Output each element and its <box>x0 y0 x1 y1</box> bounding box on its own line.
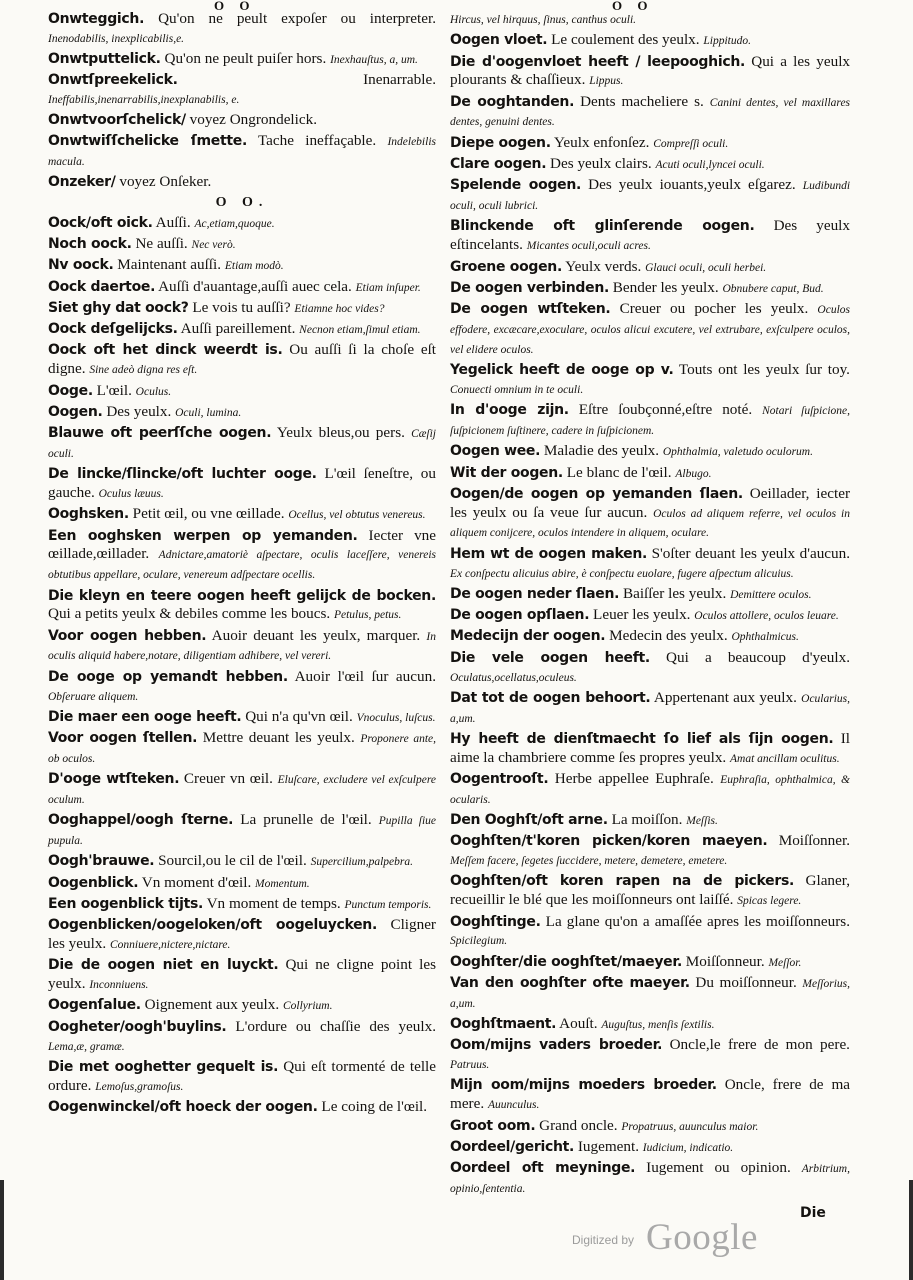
dictionary-entry <box>450 10 850 30</box>
latin-gloss: Supercilium,palpebra. <box>310 856 413 869</box>
dictionary-entry <box>450 770 850 810</box>
french-gloss: L'œil. <box>96 381 132 399</box>
dictionary-entry <box>48 465 436 504</box>
headword: Onzeker/ <box>48 173 116 190</box>
section-heading: O O. <box>215 194 269 210</box>
french-gloss: Petit œil, ou vne œillade. <box>132 505 285 523</box>
french-gloss: Creuer vn œil. <box>183 770 273 788</box>
headword: Oogen vloet. <box>450 32 548 49</box>
headword: Voor oogen ſtellen. <box>48 730 198 747</box>
dictionary-entry <box>48 627 436 667</box>
french-gloss: Appertenant aux yeulx. <box>653 688 797 706</box>
french-gloss: Touts ont les yeulx ſur toy. <box>678 361 850 379</box>
latin-gloss: Lippus. <box>589 75 624 88</box>
headword: De oogen opſlaen. <box>450 607 590 624</box>
french-gloss: L'ordure ou chaſſie des yeulx. <box>235 1017 436 1035</box>
headword: Onwteggich. <box>48 11 145 27</box>
french-gloss: Qui ne cligne point les yeulx. <box>48 956 436 993</box>
latin-gloss: Petulus, petus. <box>333 609 402 622</box>
headword: Die de oogen niet en luyckt. <box>48 957 279 974</box>
dictionary-entry <box>450 1117 850 1137</box>
dictionary-entry <box>450 464 850 484</box>
dictionary-entry <box>48 1018 436 1057</box>
dictionary-entry <box>450 53 850 92</box>
right-column <box>450 10 850 1200</box>
latin-gloss: Collyrium. <box>282 1000 333 1013</box>
dictionary-entry <box>48 1058 436 1097</box>
french-gloss: Bender les yeulx. <box>612 278 719 296</box>
headword: Die kleyn en teere oogen heeft gelijck de bocken. <box>48 587 436 604</box>
headword: Nv oock. <box>48 257 114 274</box>
latin-gloss: In oculis aliquid habere,notare, diligentiam adhibere, vel vereri. <box>48 630 436 663</box>
latin-gloss: Punctum temporis. <box>344 898 432 911</box>
french-gloss: Mettre deuant les yeulx. <box>202 729 355 747</box>
french-gloss: Maladie des yeulx. <box>543 442 660 460</box>
french-gloss: Baiſſer les yeulx. <box>622 584 727 602</box>
dictionary-entry <box>48 996 436 1016</box>
french-gloss: L'œil ſeneſtre, ou gauche. <box>48 465 436 502</box>
french-gloss: Cligner les yeulx. <box>48 916 436 953</box>
french-gloss: Des yeulx iouants,yeulx eſgarez. <box>588 176 796 194</box>
headword: Onwtſpreekelick. <box>48 72 178 89</box>
headword: D'ooge wtſteken. <box>48 771 180 788</box>
french-gloss: Leuer les yeulx. <box>593 606 691 624</box>
headword: Noch oock. <box>48 235 132 252</box>
latin-gloss: Arbitrium, opinio,ſententia. <box>450 1163 850 1195</box>
french-gloss: Ou auſſi ſi la choſe eſt digne. <box>48 341 437 378</box>
latin-gloss: Etiam inſuper. <box>355 281 421 294</box>
french-gloss: Yeulx bleus,ou pers. <box>276 424 405 442</box>
dictionary-entry <box>450 361 850 400</box>
dictionary-entry <box>48 668 436 707</box>
french-gloss: Ne auſſi. <box>135 234 188 252</box>
latin-gloss: Conuecti omnium in te oculi. <box>450 383 584 396</box>
french-gloss: Auſſi pareillement. <box>180 320 296 338</box>
dictionary-entry <box>48 111 436 130</box>
headword: Oordeel oft meyninge. <box>450 1160 636 1177</box>
dictionary-entry <box>450 1138 850 1158</box>
french-gloss: Yeulx verds. <box>565 257 642 275</box>
dictionary-entry <box>48 729 436 769</box>
catchword: Die <box>800 1205 826 1221</box>
french-gloss: Tache ineffaçable. <box>257 131 377 149</box>
dictionary-entry <box>48 235 436 255</box>
french-gloss: Oeillader, iecter les yeulx ou ſa veue ſur aucun. <box>450 484 850 521</box>
dictionary-entry <box>450 442 850 462</box>
dictionary-entry <box>450 1036 850 1075</box>
headword: Spelende oogen. <box>450 177 582 194</box>
french-gloss: Auoir deuant les yeulx, marquer. <box>211 626 421 644</box>
headword: Onwtwiſſchelicke ſmette. <box>48 132 247 149</box>
dictionary-entry <box>450 300 850 359</box>
dictionary-entry <box>450 485 850 543</box>
dictionary-entry <box>450 1159 850 1199</box>
headword: Oogen. <box>48 403 103 420</box>
latin-gloss: Propatruus, auunculus maior. <box>621 1120 759 1133</box>
headword: De oogen neder ſlaen. <box>450 585 620 602</box>
latin-gloss: Ac,etiam,quoque. <box>194 217 275 230</box>
latin-gloss: Lemoſus,gramoſus. <box>95 1080 184 1093</box>
headword: In d'ooge zijn. <box>450 402 569 419</box>
headword: Oogen/de oogen op yemanden ſlaen. <box>450 485 743 502</box>
french-gloss: Iecter vne œillade,œillader. <box>48 526 437 563</box>
headword: Ooghsken. <box>48 506 129 523</box>
french-gloss: Yeulx enfonſez. <box>553 133 650 151</box>
latin-gloss: Ludibundi oculi, oculi lubrici. <box>450 180 851 213</box>
french-gloss: Des yeulx eſtincelants. <box>450 217 850 254</box>
french-gloss: Il aime la chambriere comme ſes propres yeulx. <box>450 729 850 766</box>
latin-gloss: Auunculus. <box>487 1099 540 1112</box>
dictionary-entry <box>450 832 850 871</box>
latin-gloss: Micantes oculi,oculi acres. <box>526 240 651 253</box>
dictionary-entry <box>48 874 436 894</box>
dictionary-entry <box>450 93 850 133</box>
dictionary-entry <box>450 730 850 769</box>
dictionary-entry <box>48 71 436 110</box>
latin-gloss: Oculos ad aliquem referre, vel oculos in aliquem conijcere, oculos intendere in aliquem, oculare. <box>450 507 850 540</box>
dictionary-entry <box>48 10 436 49</box>
dictionary-entry <box>48 895 436 915</box>
latin-gloss: Lippitudo. <box>703 35 751 48</box>
latin-gloss: Cæſij oculi. <box>48 428 437 460</box>
headword: Oogentrooſt. <box>450 770 549 787</box>
latin-gloss: Canini dentes, vel maxillares dentes, genuini dentes. <box>450 96 851 129</box>
headword: Die met ooghetter gequelt is. <box>48 1058 279 1075</box>
headword: Oogen wee. <box>450 443 541 460</box>
latin-gloss: Indelebilis macula. <box>48 135 436 168</box>
latin-gloss: Compreſſi oculi. <box>653 137 729 150</box>
headword: Oordeel/gericht. <box>450 1138 575 1155</box>
dictionary-entry <box>450 953 850 973</box>
headword: Ooghſten/t'koren picken/koren maeyen. <box>450 833 768 850</box>
french-gloss: Auſſi d'auantage,auſſi auec cela. <box>158 277 352 295</box>
latin-gloss: Hircus, vel hirquus, ſinus, canthus oculi. <box>450 14 637 26</box>
headword: Clare oogen. <box>450 156 547 173</box>
headword: Ooghſtmaent. <box>450 1016 557 1033</box>
dictionary-entry <box>48 424 436 464</box>
dictionary-entry <box>450 401 850 441</box>
french-gloss: Iugement ou opinion. <box>646 1159 791 1177</box>
dictionary-entry <box>450 872 850 911</box>
dictionary-entry <box>48 50 436 70</box>
dictionary-entry <box>450 913 850 952</box>
dictionary-entry <box>48 278 436 298</box>
dictionary-entry <box>450 31 850 51</box>
latin-gloss: Ophthalmicus. <box>731 631 799 644</box>
headword: Van den ooghſter ofte maeyer. <box>450 974 690 991</box>
running-header-right: O O <box>612 0 654 13</box>
dictionary-entry <box>48 1098 436 1117</box>
headword: Oogh'brauwe. <box>48 853 155 870</box>
latin-gloss: Oculi, lumina. <box>175 406 242 419</box>
dictionary-entry <box>48 214 436 234</box>
latin-gloss: Momentum. <box>255 877 310 890</box>
french-gloss: Dents macheliere s. <box>580 92 704 110</box>
french-gloss: La prunelle de l'œil. <box>240 811 372 829</box>
latin-gloss: Glauci oculi, oculi herbei. <box>645 261 767 274</box>
dictionary-entry <box>450 279 850 299</box>
french-gloss: Qui n'a qu'vn œil. <box>245 707 353 725</box>
latin-gloss: Nec verò. <box>191 238 236 251</box>
latin-gloss: Vnoculus, luſcus. <box>356 711 436 724</box>
headword: Groene oogen. <box>450 258 562 275</box>
dictionary-entry <box>48 382 436 402</box>
french-gloss: voyez Ongrondelick. <box>189 111 318 129</box>
french-gloss: Moiſſonneur. <box>685 952 765 970</box>
latin-gloss: Oculos attollere, oculos leuare. <box>694 610 839 623</box>
headword: Onwtputtelick. <box>48 51 161 68</box>
dictionary-entry <box>450 585 850 605</box>
dictionary-entry <box>48 505 436 525</box>
french-gloss: Qu'on ne peult expoſer ou interpreter. <box>158 10 437 27</box>
latin-gloss: Eluſcare, excludere vel exſculpere oculum. <box>48 774 437 806</box>
headword: De lincke/ſlincke/oft luchter ooge. <box>48 466 317 483</box>
headword: Oogenblicken/oogeloken/oft oogeluycken. <box>48 917 377 934</box>
headword: Oock daertoe. <box>48 278 156 295</box>
dictionary-entry <box>48 256 436 276</box>
headword: Die d'oogenvloet heeft / leepooghich. <box>450 53 746 70</box>
headword: Een ooghsken werpen op yemanden. <box>48 527 358 544</box>
dictionary-entry <box>450 811 850 831</box>
headword: Ooghappel/oogh ſterne. <box>48 812 234 829</box>
french-gloss: Qui a petits yeulx & debiles comme les boucs. <box>48 605 331 623</box>
headword: Een oogenblick tijts. <box>48 895 204 912</box>
latin-gloss: Spicas legere. <box>737 895 802 908</box>
french-gloss: Oncle,le frere de mon pere. <box>669 1036 850 1054</box>
headword: Dat tot de oogen behoort. <box>450 689 651 706</box>
french-gloss: La moiſſon. <box>611 811 683 829</box>
latin-gloss: Ocularius, a,um. <box>450 692 851 725</box>
french-gloss: Qui a beaucoup d'yeulx. <box>666 648 850 666</box>
french-gloss: Du moiſſonneur. <box>695 973 797 991</box>
latin-gloss: Obnubere caput, Bud. <box>722 282 824 295</box>
latin-gloss: Oculus. <box>135 385 172 398</box>
latin-gloss: Amat ancillam oculitus. <box>730 752 840 765</box>
french-gloss: Qui a les yeulx plourants & chaſſieux. <box>450 52 851 89</box>
dictionary-entry <box>48 811 436 851</box>
headword: Hem wt de oogen maken. <box>450 545 648 562</box>
headword: Voor oogen hebben. <box>48 627 207 644</box>
headword: De ooghtanden. <box>450 93 575 110</box>
dictionary-entry <box>48 956 436 995</box>
headword: Die maer een ooge heeft. <box>48 708 242 725</box>
headword: Blinckende oft glinſerende oogen. <box>450 218 755 235</box>
headword: Oock deſgelijcks. <box>48 321 178 338</box>
latin-gloss: Etiamne hoc vides? <box>294 302 385 315</box>
latin-gloss: Albugo. <box>675 467 712 480</box>
dictionary-entry <box>48 587 436 626</box>
latin-gloss: Euphraſia, ophthalmica, & ocularis. <box>450 773 850 806</box>
dictionary-entry <box>48 341 436 380</box>
french-gloss: Moiſſonner. <box>778 832 850 850</box>
french-gloss: La glane qu'on a amaſſée apres les moiſſonneurs. <box>545 912 851 930</box>
latin-gloss: Etiam modò. <box>224 260 284 273</box>
headword: Oogheter/oogh'buylins. <box>48 1018 227 1035</box>
latin-gloss: Oculos effodere, excæcare,exoculare, oculos alicui excutere, vel extrubare, exſculpere oculos, vel elidere oculos. <box>450 304 851 356</box>
dictionary-entry <box>48 132 436 172</box>
headword: Oock/oft oick. <box>48 214 153 231</box>
french-gloss: Oncle, frere de ma mere. <box>450 1076 851 1113</box>
headword: Ooghſten/oft koren rapen na de pickers. <box>450 873 795 890</box>
dictionary-entry <box>48 173 436 192</box>
french-gloss: Herbe appellee Euphraſe. <box>554 769 714 787</box>
french-gloss: Aouſt. <box>559 1015 598 1033</box>
headword: Groot oom. <box>450 1117 536 1134</box>
dictionary-entry <box>48 403 436 423</box>
headword: Blauwe oft peerſſche oogen. <box>48 425 272 442</box>
french-gloss: S'oſter deuant les yeulx d'aucun. <box>651 544 851 562</box>
latin-gloss: Ineffabilis,inenarrabilis,inexplanabilis, e. <box>48 94 240 107</box>
latin-gloss: Meſſor. <box>768 956 802 969</box>
headword: Hy heeft de dienſtmaecht ſo lief als ſijn oogen. <box>450 730 834 747</box>
headword: Onwtvoorſchelick/ <box>48 112 186 129</box>
page-edge-right <box>909 1180 913 1280</box>
latin-gloss: Spicilegium. <box>450 935 508 948</box>
french-gloss: Grand oncle. <box>539 1116 618 1134</box>
dictionary-entry <box>450 545 850 584</box>
dictionary-entry <box>450 258 850 278</box>
latin-gloss: Oculus læuus. <box>98 488 164 501</box>
latin-gloss: Acuti oculi,lyncei oculi. <box>655 159 765 172</box>
dictionary-entry <box>450 649 850 688</box>
french-gloss: Eſtre ſoubçonné,eſtre noté. <box>578 401 753 419</box>
dictionary-entry <box>450 606 850 626</box>
french-gloss: Inenarrable. <box>363 71 436 89</box>
latin-gloss: Ex conſpectu alicuius abire, è conſpectu euolare, fugere aſpectum alicuius. <box>450 567 794 580</box>
digitized-by-label: Digitized by <box>572 1233 635 1247</box>
headword: De oogen verbinden. <box>450 279 609 296</box>
headword: Oom/mijns vaders broeder. <box>450 1037 663 1054</box>
google-watermark: Google <box>646 1217 758 1258</box>
french-gloss: voyez Onſeker. <box>119 172 212 190</box>
dictionary-entry <box>48 299 436 319</box>
french-gloss: Le vois tu auſſi? <box>192 298 291 316</box>
french-gloss: Auſſi. <box>155 213 191 231</box>
headword: Medecijn der oogen. <box>450 628 606 645</box>
french-gloss: Vn moment de temps. <box>206 894 341 912</box>
headword: Yegelick heeft de ooge op v. <box>450 362 674 379</box>
latin-gloss: Patruus. <box>450 1059 490 1072</box>
headword: Die vele oogen heeft. <box>450 649 650 666</box>
dictionary-entry <box>48 916 436 955</box>
latin-gloss: Lema,æ, gramæ. <box>48 1040 125 1053</box>
headword: Oogenblick. <box>48 874 139 891</box>
headword: Wit der oogen. <box>450 464 563 481</box>
latin-gloss: Ocellus, vel obtutus venereus. <box>288 509 426 522</box>
french-gloss: Creuer ou pocher les yeulx. <box>619 300 809 318</box>
french-gloss: Sourcil,ou le cil de l'œil. <box>158 852 307 870</box>
dictionary-entry <box>48 320 436 340</box>
dictionary-entry <box>450 1015 850 1035</box>
french-gloss: Qui eſt tormenté de telle ordure. <box>48 1057 437 1094</box>
dictionary-entry <box>48 527 436 585</box>
latin-gloss: Meſſem facere, ſegetes ſuccidere, metere, demetere, emetere. <box>450 855 728 868</box>
french-gloss: Glaner, recueillir le blé que les moiſſonneurs ont laiſſé. <box>450 872 851 909</box>
french-gloss: Le coulement des yeulx. <box>551 31 700 49</box>
french-gloss: Qu'on ne peult puiſer hors. <box>164 50 327 68</box>
french-gloss: Oignement aux yeulx. <box>144 996 280 1014</box>
latin-gloss: Iudicium, indicatio. <box>642 1141 734 1154</box>
headword: Siet ghy dat oock? <box>48 299 189 316</box>
dictionary-entry <box>450 155 850 175</box>
latin-gloss: Obſeruare aliquem. <box>48 690 139 703</box>
latin-gloss: Adnictare,amatoriè aſpectare, oculis laceſſere, venereis obtutibus appellare, oculare, venereum adſpectare ocellis. <box>48 549 437 582</box>
french-gloss: Le coing de l'œil. <box>321 1097 428 1115</box>
french-gloss: Maintenant auſſi. <box>117 256 222 274</box>
latin-gloss: Ophthalmia, valetudo oculorum. <box>662 446 813 459</box>
latin-gloss: Inconniuens. <box>89 979 149 992</box>
french-gloss: Iugement. <box>577 1137 639 1155</box>
latin-gloss: Notari ſuſpicione, ſuſpicionem ſuſtinere, cadere in ſuſpicionem. <box>450 405 851 437</box>
headword: De ooge op yemandt hebben. <box>48 668 288 685</box>
headword: De oogen wtſteken. <box>450 301 611 318</box>
headword: Ooghſtinge. <box>450 913 541 930</box>
headword: Mijn oom/mijns moeders broeder. <box>450 1077 717 1094</box>
latin-gloss: Meſſorius, a,um. <box>450 977 850 1010</box>
latin-gloss: Sine adeò digna res eſt. <box>89 364 198 377</box>
page-edge-left <box>0 1180 4 1280</box>
latin-gloss: Meſſis. <box>686 815 718 828</box>
dictionary-entry <box>450 974 850 1014</box>
latin-gloss: Inexhauſtus, a, um. <box>330 54 418 67</box>
dictionary-entry <box>450 176 850 216</box>
french-gloss: Medecin des yeulx. <box>609 627 728 645</box>
headword: Diepe oogen. <box>450 134 551 151</box>
latin-gloss: Conniuere,nictere,nictare. <box>110 939 231 952</box>
dictionary-entry <box>450 627 850 647</box>
french-gloss: Le blanc de l'œil. <box>566 463 672 481</box>
french-gloss: Des yeulx clairs. <box>550 155 652 173</box>
dictionary-entry <box>450 689 850 729</box>
headword: Oock oft het dinck weerdt is. <box>48 342 283 359</box>
latin-gloss: Pupilla ſiue pupula. <box>48 815 437 848</box>
latin-gloss: Inenodabilis, inexplicabilis,e. <box>48 32 185 45</box>
french-gloss: Auoir l'œil ſur aucun. <box>294 667 436 685</box>
dictionary-entry <box>48 708 436 728</box>
dictionary-entry <box>48 770 436 810</box>
dictionary-entry <box>450 134 850 154</box>
headword: Oogenſalue. <box>48 997 141 1014</box>
latin-gloss: Proponere ante, ob oculos. <box>48 733 437 765</box>
latin-gloss: Auguſtus, menſis ſextilis. <box>601 1019 715 1032</box>
latin-gloss: Necnon etiam,ſimul etiam. <box>299 324 421 337</box>
running-header-left: O O <box>214 0 256 13</box>
headword: Den Ooghſt/oft arne. <box>450 812 608 829</box>
headword: Ooghſter/die ooghſtet/maeyer. <box>450 953 682 970</box>
headword: Oogenwinckel/oft hoeck der oogen. <box>48 1098 318 1115</box>
dictionary-entry <box>450 217 850 256</box>
dictionary-entry <box>48 852 436 872</box>
french-gloss: Vn moment d'œil. <box>141 873 252 891</box>
latin-gloss: Demittere oculos. <box>730 588 812 601</box>
dictionary-entry <box>450 1076 850 1115</box>
headword: Ooge. <box>48 382 93 399</box>
french-gloss: Des yeulx. <box>106 402 172 420</box>
left-column <box>48 10 436 1118</box>
latin-gloss: Oculatus,ocellatus,oculeus. <box>450 671 577 684</box>
